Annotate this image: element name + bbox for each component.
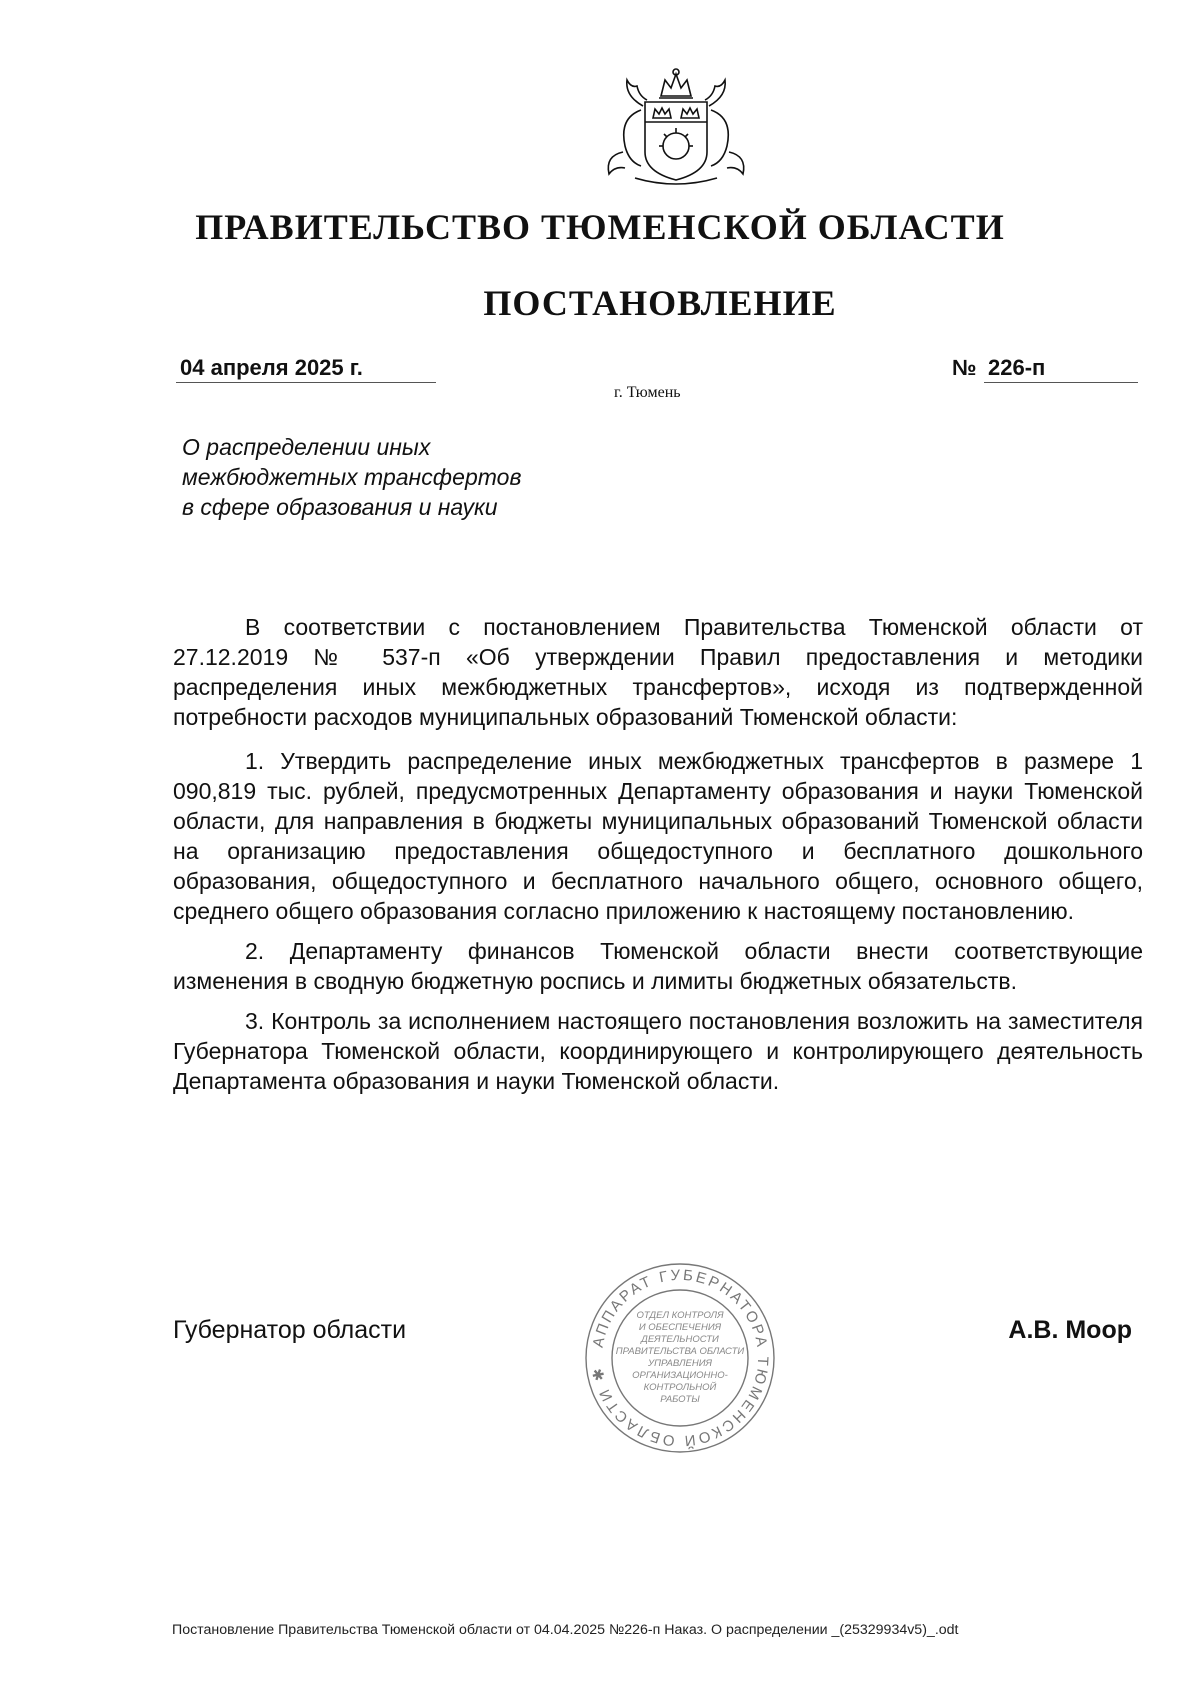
document-date: 04 апреля 2025 г.	[176, 354, 436, 383]
svg-text:ОРГАНИЗАЦИОННО-: ОРГАНИЗАЦИОННО-	[632, 1370, 728, 1381]
subject-line: межбюджетных трансфертов	[182, 464, 522, 490]
document-city: г. Тюмень	[614, 384, 681, 401]
signatory-name: А.В. Моор	[1008, 1316, 1132, 1344]
subject-line: О распределении иных	[182, 434, 431, 460]
clause-2-paragraph: 2. Департаменту финансов Тюменской области внести соответствующие изменения в сводную бюджетную роспись и лимиты бюджетных обязательств.	[173, 938, 1143, 994]
clause-3-paragraph: 3. Контроль за исполнением настоящего постановления возложить на заместителя Губернатора Тюменской области, координирующего и контролирующего деятельность Департамента образования и науки Тюменской области.	[173, 1008, 1143, 1094]
svg-text:РАБОТЫ: РАБОТЫ	[660, 1394, 700, 1405]
signatory-title: Губернатор области	[173, 1316, 407, 1344]
svg-text:ДЕЯТЕЛЬНОСТИ: ДЕЯТЕЛЬНОСТИ	[641, 1334, 719, 1345]
subject-line: в сфере образования и науки	[182, 494, 498, 520]
organization-title: ПРАВИТЕЛЬСТВО ТЮМЕНСКОЙ ОБЛАСТИ	[195, 207, 1005, 247]
clause-1-paragraph: 1. Утвердить распределение иных межбюджетных трансфертов в размере 1 090,819 тыс. рублей, предусмотренных Департаменту образования и науки Тюменской области, для направления в бюджеты муниципальных образований Тюменской области на организацию предоставления общедоступного и бесплатного дошкольного образования, общедоступного и бесплатного начального общего, основного общего, среднего общего образования согласно приложению к настоящему постановлению.	[173, 748, 1143, 924]
coat-of-arms-emblem	[595, 66, 757, 188]
document-body	[173, 612, 1143, 1106]
svg-text:АППАРАТ ГУБЕРНАТОРА ТЮМЕНСКОЙ: АППАРАТ ГУБЕРНАТОРА ТЮМЕНСКОЙ ОБЛАСТИ ✱	[589, 1266, 772, 1450]
svg-text:И ОБЕСПЕЧЕНИЯ: И ОБЕСПЕЧЕНИЯ	[638, 1322, 722, 1333]
svg-text:УПРАВЛЕНИЯ: УПРАВЛЕНИЯ	[648, 1358, 712, 1369]
document-number: 226-п	[984, 354, 1138, 383]
svg-text:ОТДЕЛ КОНТРОЛЯ: ОТДЕЛ КОНТРОЛЯ	[636, 1310, 724, 1321]
official-stamp	[582, 1260, 778, 1456]
svg-text:ПРАВИТЕЛЬСТВА ОБЛАСТИ: ПРАВИТЕЛЬСТВА ОБЛАСТИ	[615, 1346, 745, 1357]
document-type-title: ПОСТАНОВЛЕНИЕ	[483, 283, 837, 323]
document-subject	[182, 432, 521, 522]
preamble-paragraph: В соответствии с постановлением Правительства Тюменской области от 27.12.2019 № 537-п «Об утверждении Правил предоставления и методики распределения иных межбюджетных трансфертов», исходя из подтвержденной потребности расходов муниципальных образований Тюменской области:	[173, 614, 1143, 730]
footer-filename: Постановление Правительства Тюменской области от 04.04.2025 №226-п Наказ. О распределении _(25329934v5)_.odt	[172, 1622, 959, 1638]
svg-text:КОНТРОЛЬНОЙ: КОНТРОЛЬНОЙ	[643, 1382, 717, 1393]
document-number-label: №	[952, 355, 977, 380]
